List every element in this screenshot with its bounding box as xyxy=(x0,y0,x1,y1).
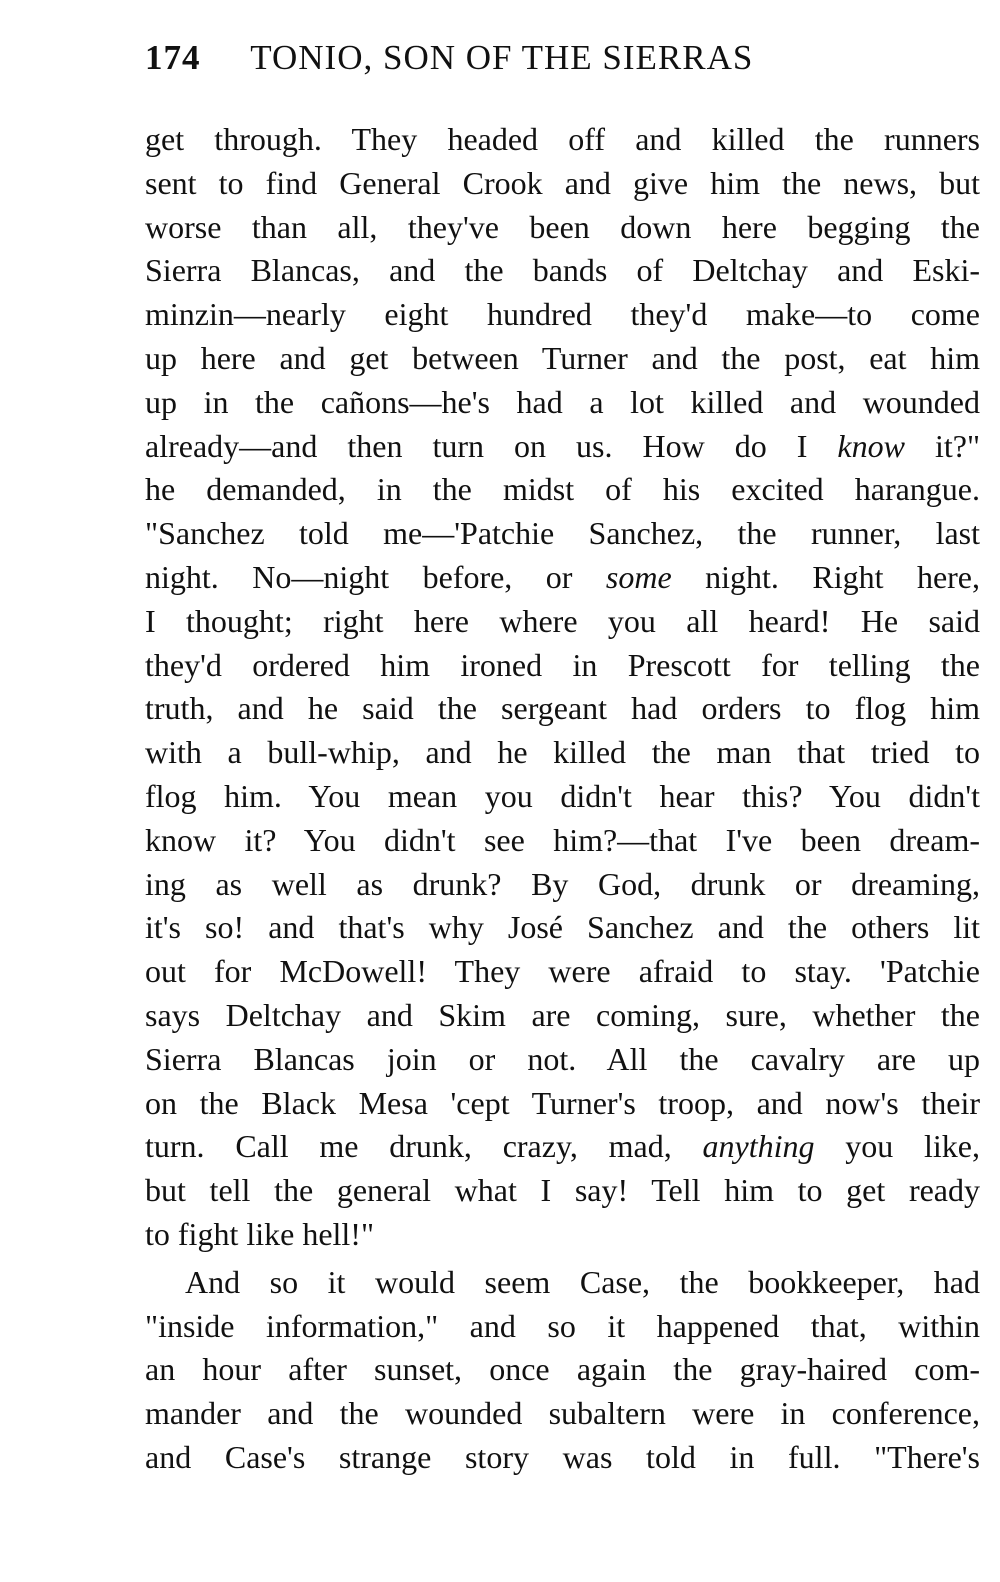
text-line: to fight like hell!" xyxy=(145,1215,375,1252)
text-line: know it? You didn't see him?—that I've been dream- xyxy=(145,821,980,858)
text-line: sent to find General Crook and give him the news, but xyxy=(145,164,980,201)
text-run: night. No—night before, or xyxy=(145,558,606,595)
text-line: worse than all, they've been down here begging the xyxy=(145,208,980,245)
text-line: minzin—nearly eight hundred they'd make—to come xyxy=(145,296,980,333)
text-line: and Case's strange story was told in full. "There's xyxy=(145,1438,980,1475)
text-line: says Deltchay and Skim are coming, sure, whether the xyxy=(145,996,980,1033)
text-line xyxy=(145,425,980,469)
body-text xyxy=(145,118,980,1480)
text-run: you like, xyxy=(814,1128,980,1165)
text-line: it's so! and that's why José Sanchez and the others lit xyxy=(145,909,980,946)
text-line: they'd ordered him ironed in Prescott for telling the xyxy=(145,646,980,683)
running-title: TONIO, SON OF THE SIERRAS xyxy=(250,38,754,77)
text-line: Sierra Blancas, and the bands of Deltchay and Eski- xyxy=(145,252,980,289)
text-line: flog him. You mean you didn't hear this? You didn't xyxy=(145,777,980,814)
text-line: up here and get between Turner and the post, eat him xyxy=(145,339,980,376)
text-line xyxy=(145,556,980,600)
text-line: "Sanchez told me—'Patchie Sanchez, the runner, last xyxy=(145,515,980,552)
text-line: he demanded, in the midst of his excited harangue. xyxy=(145,471,980,508)
text-line: And so it would seem Case, the bookkeeper, had xyxy=(185,1263,980,1300)
text-line: "inside information," and so it happened that, within xyxy=(145,1307,980,1344)
text-run: already—and then turn on us. How do I xyxy=(145,427,838,464)
italic-text-run: anything xyxy=(702,1128,815,1165)
text-run: it?" xyxy=(904,427,981,464)
page-header xyxy=(145,38,905,84)
paragraph xyxy=(145,118,980,1257)
text-line: up in the cañons—he's had a lot killed and wounded xyxy=(145,383,980,420)
text-line: Sierra Blancas join or not. All the cavalry are up xyxy=(145,1040,980,1077)
italic-text-run: know xyxy=(837,427,905,464)
text-line: but tell the general what I say! Tell him to get ready xyxy=(145,1172,980,1209)
text-line: I thought; right here where you all heard! He said xyxy=(145,602,980,639)
text-line: an hour after sunset, once again the gray-haired com- xyxy=(145,1351,980,1388)
text-line: mander and the wounded subaltern were in conference, xyxy=(145,1395,980,1432)
text-line: on the Black Mesa 'cept Turner's troop, and now's their xyxy=(145,1084,980,1121)
text-line: with a bull-whip, and he killed the man that tried to xyxy=(145,734,980,771)
italic-text-run: some xyxy=(605,558,672,595)
text-line: ing as well as drunk? By God, drunk or dreaming, xyxy=(145,865,980,902)
paragraph xyxy=(145,1261,980,1480)
text-line: get through. They headed off and killed the runners xyxy=(145,121,980,157)
text-line: out for McDowell! They were afraid to stay. 'Patchie xyxy=(145,953,980,990)
text-line xyxy=(145,1125,980,1169)
page-number: 174 xyxy=(145,38,201,77)
text-line: truth, and he said the sergeant had orders to flog him xyxy=(145,690,980,727)
text-run: night. Right here, xyxy=(671,558,981,595)
text-run: turn. Call me drunk, crazy, mad, xyxy=(145,1128,703,1165)
